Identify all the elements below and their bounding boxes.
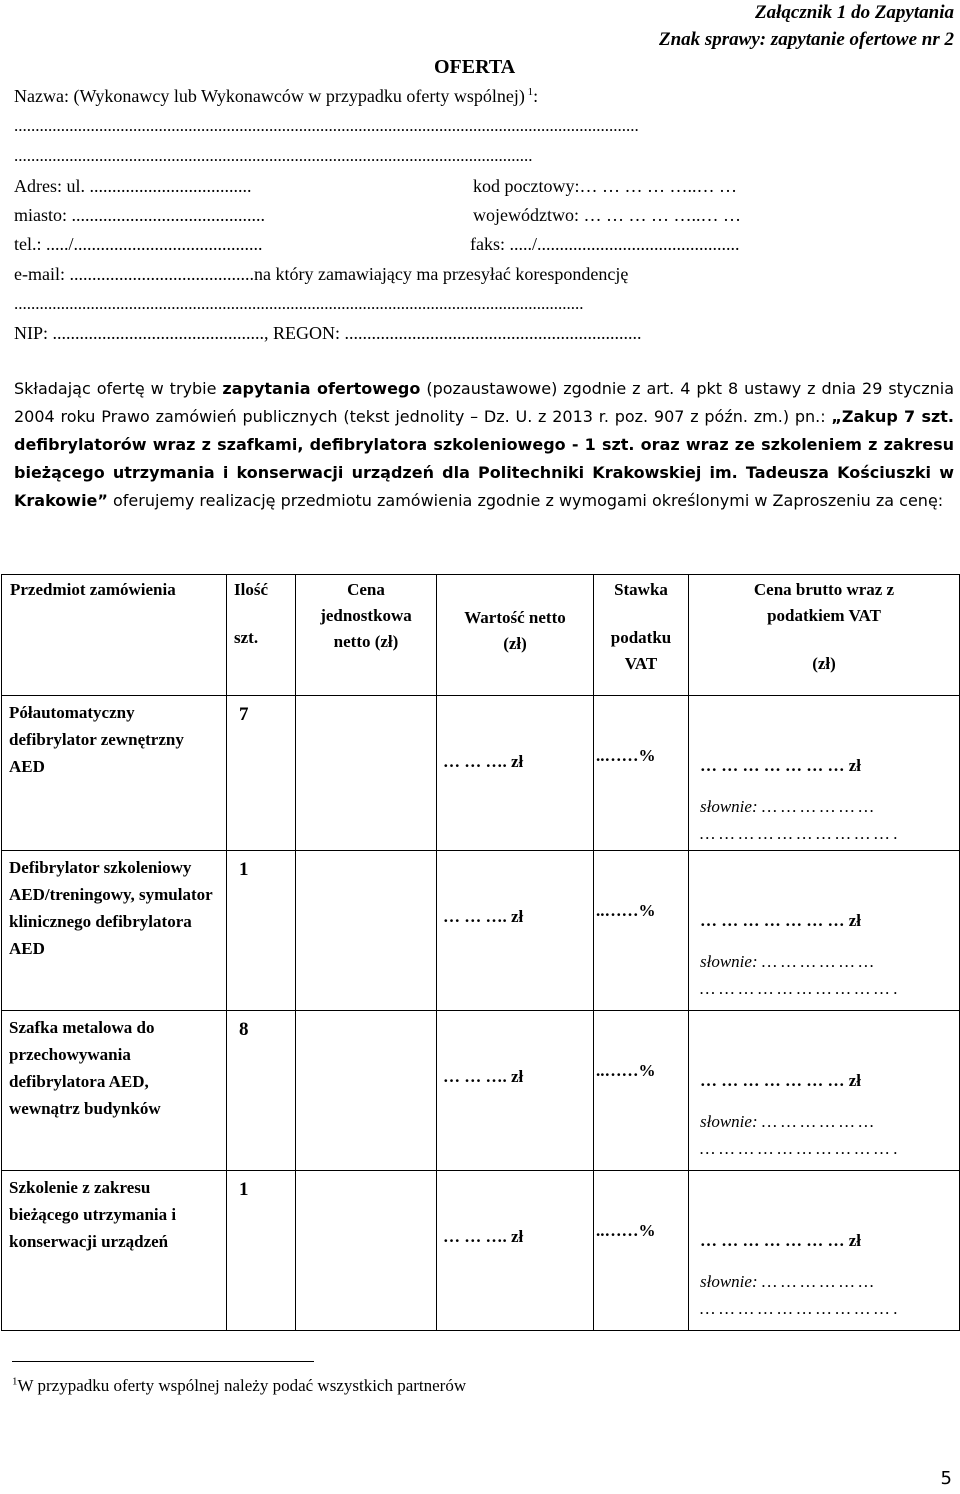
footnote: [12, 1376, 466, 1396]
phone-field: tel.: ...../..........................................: [14, 234, 263, 254]
dots-line-1: ...................................................................................................................................................: [14, 116, 639, 135]
table-row: [2, 696, 960, 851]
amount-in-words-cont: … … … … … … … … … … .: [700, 1299, 898, 1318]
voivodeship-field: województwo: … … … … …..… …: [473, 205, 741, 225]
item-quantity: 7: [227, 696, 296, 851]
case-reference: Znak sprawy: zapytanie ofertowe nr 2: [658, 29, 954, 50]
unit-price-cell: [296, 696, 437, 851]
intro-part-3: (pozaustawowe) zgodnie z art. 4 pkt 8 ustawy z dnia 29 stycznia 2004 roku Prawo zamówień publicznych (tekst jednolity – Dz. U. z 2013 r. poz. 907 z późn. zm.) pn.:: [14, 379, 955, 426]
city-field: miasto: ...........................................: [14, 205, 265, 225]
table-header-row: [2, 575, 960, 696]
header-net-value: Wartość netto (zł): [437, 575, 594, 696]
page-title: OFERTA: [434, 56, 516, 78]
gross-price-cell: [689, 1011, 960, 1171]
net-value-cell: … … …. zł: [437, 696, 594, 851]
item-quantity: 8: [227, 1011, 296, 1171]
postal-code-field: kod pocztowy:… … … … …..… …: [473, 176, 737, 196]
intro-part-1: Składając ofertę w trybie: [14, 379, 223, 398]
dots-line-3: ......................................................................................................................................: [14, 294, 584, 313]
intro-part-2: zapytania ofertowego: [222, 379, 421, 398]
gross-value: … … … … … … … zł: [700, 1231, 862, 1250]
offer-table: [1, 574, 960, 1331]
amount-in-words-cont: … … … … … … … … … … .: [700, 979, 898, 998]
footnote-number: 1: [12, 1375, 18, 1388]
item-quantity: 1: [227, 1171, 296, 1331]
footnote-separator: [12, 1361, 314, 1362]
gross-value: … … … … … … … zł: [700, 756, 862, 775]
item-quantity: 1: [227, 851, 296, 1011]
item-name: Półautomatyczny defibrylator zewnętrzny AED: [2, 696, 227, 851]
gross-price-cell: [689, 1171, 960, 1331]
email-field: e-mail: .........................................na który zamawiający ma przesyłać korespondencję: [14, 264, 629, 284]
contractor-name-text: Nazwa: (Wykonawcy lub Wykonawców w przypadku oferty wspólnej): [14, 86, 525, 106]
address-field: Adres: ul. ....................................: [14, 176, 252, 196]
vat-rate-cell: ..……%: [594, 1171, 689, 1331]
vat-rate-cell: ..……%: [594, 851, 689, 1011]
unit-price-cell: [296, 851, 437, 1011]
table-row: [2, 1011, 960, 1171]
intro-part-5: oferujemy realizację przedmiotu zamówienia zgodnie z wymogami określonymi w Zaproszeniu za cenę:: [107, 491, 944, 510]
footnote-text: W przypadku oferty wspólnej należy podać wszystkich partnerów: [17, 1376, 467, 1395]
vat-rate-cell: ..……%: [594, 696, 689, 851]
header-unit-price: Cena jednostkowa netto (zł): [296, 575, 437, 696]
nip-regon-field: NIP: ..............................................., REGON: ..................................................................: [14, 323, 642, 343]
header-vat-rate: Stawka podatku VAT: [594, 575, 689, 696]
amount-in-words-cont: … … … … … … … … … … .: [700, 1139, 898, 1158]
amount-in-words: słownie: … … … … … …: [700, 1272, 874, 1291]
table-row: [2, 1171, 960, 1331]
amount-in-words: słownie: … … … … … …: [700, 952, 874, 971]
intro-paragraph: [14, 375, 954, 515]
amount-in-words-cont: … … … … … … … … … … .: [700, 824, 898, 843]
contractor-name-colon: :: [533, 86, 539, 106]
item-name: Szkolenie z zakresu bieżącego utrzymania i konserwacji urządzeń: [2, 1171, 227, 1331]
unit-price-cell: [296, 1011, 437, 1171]
net-value-cell: … … …. zł: [437, 851, 594, 1011]
dots-line-2: ..........................................................................................................................: [14, 146, 533, 165]
amount-in-words: słownie: … … … … … …: [700, 797, 874, 816]
gross-value: … … … … … … … zł: [700, 1071, 862, 1090]
header-gross-price: Cena brutto wraz z podatkiem VAT (zł): [689, 575, 960, 696]
header-item: Przedmiot zamówienia: [2, 575, 227, 696]
gross-value: … … … … … … … zł: [700, 911, 862, 930]
contractor-name-label: [14, 86, 538, 107]
header-quantity: Ilość szt.: [227, 575, 296, 696]
net-value-cell: … … …. zł: [437, 1171, 594, 1331]
annex-label: Załącznik 1 do Zapytania: [755, 2, 954, 23]
unit-price-cell: [296, 1171, 437, 1331]
gross-price-cell: [689, 851, 960, 1011]
item-name: Szafka metalowa do przechowywania defibrylatora AED, wewnątrz budynków: [2, 1011, 227, 1171]
page-number: 5: [940, 1468, 952, 1489]
footnote-ref: 1: [527, 86, 534, 98]
net-value-cell: … … …. zł: [437, 1011, 594, 1171]
fax-field: faks: ...../.............................................: [470, 234, 740, 254]
intro-subject: „Zakup 7 szt. defibrylatorów wraz z szafkami, defibrylatora szkoleniowego - 1 szt. oraz wraz ze szkoleniem z zakresu bieżącego utrzymania i konserwacji urządzeń dla Politechniki Krakowskiej im. Tadeusza Kościuszki w Krakowie”: [14, 407, 955, 510]
amount-in-words: słownie: … … … … … …: [700, 1112, 874, 1131]
item-name: Defibrylator szkoleniowy AED/treningowy, symulator klinicznego defibrylatora AED: [2, 851, 227, 1011]
gross-price-cell: [689, 696, 960, 851]
vat-rate-cell: ..……%: [594, 1011, 689, 1171]
table-row: [2, 851, 960, 1011]
